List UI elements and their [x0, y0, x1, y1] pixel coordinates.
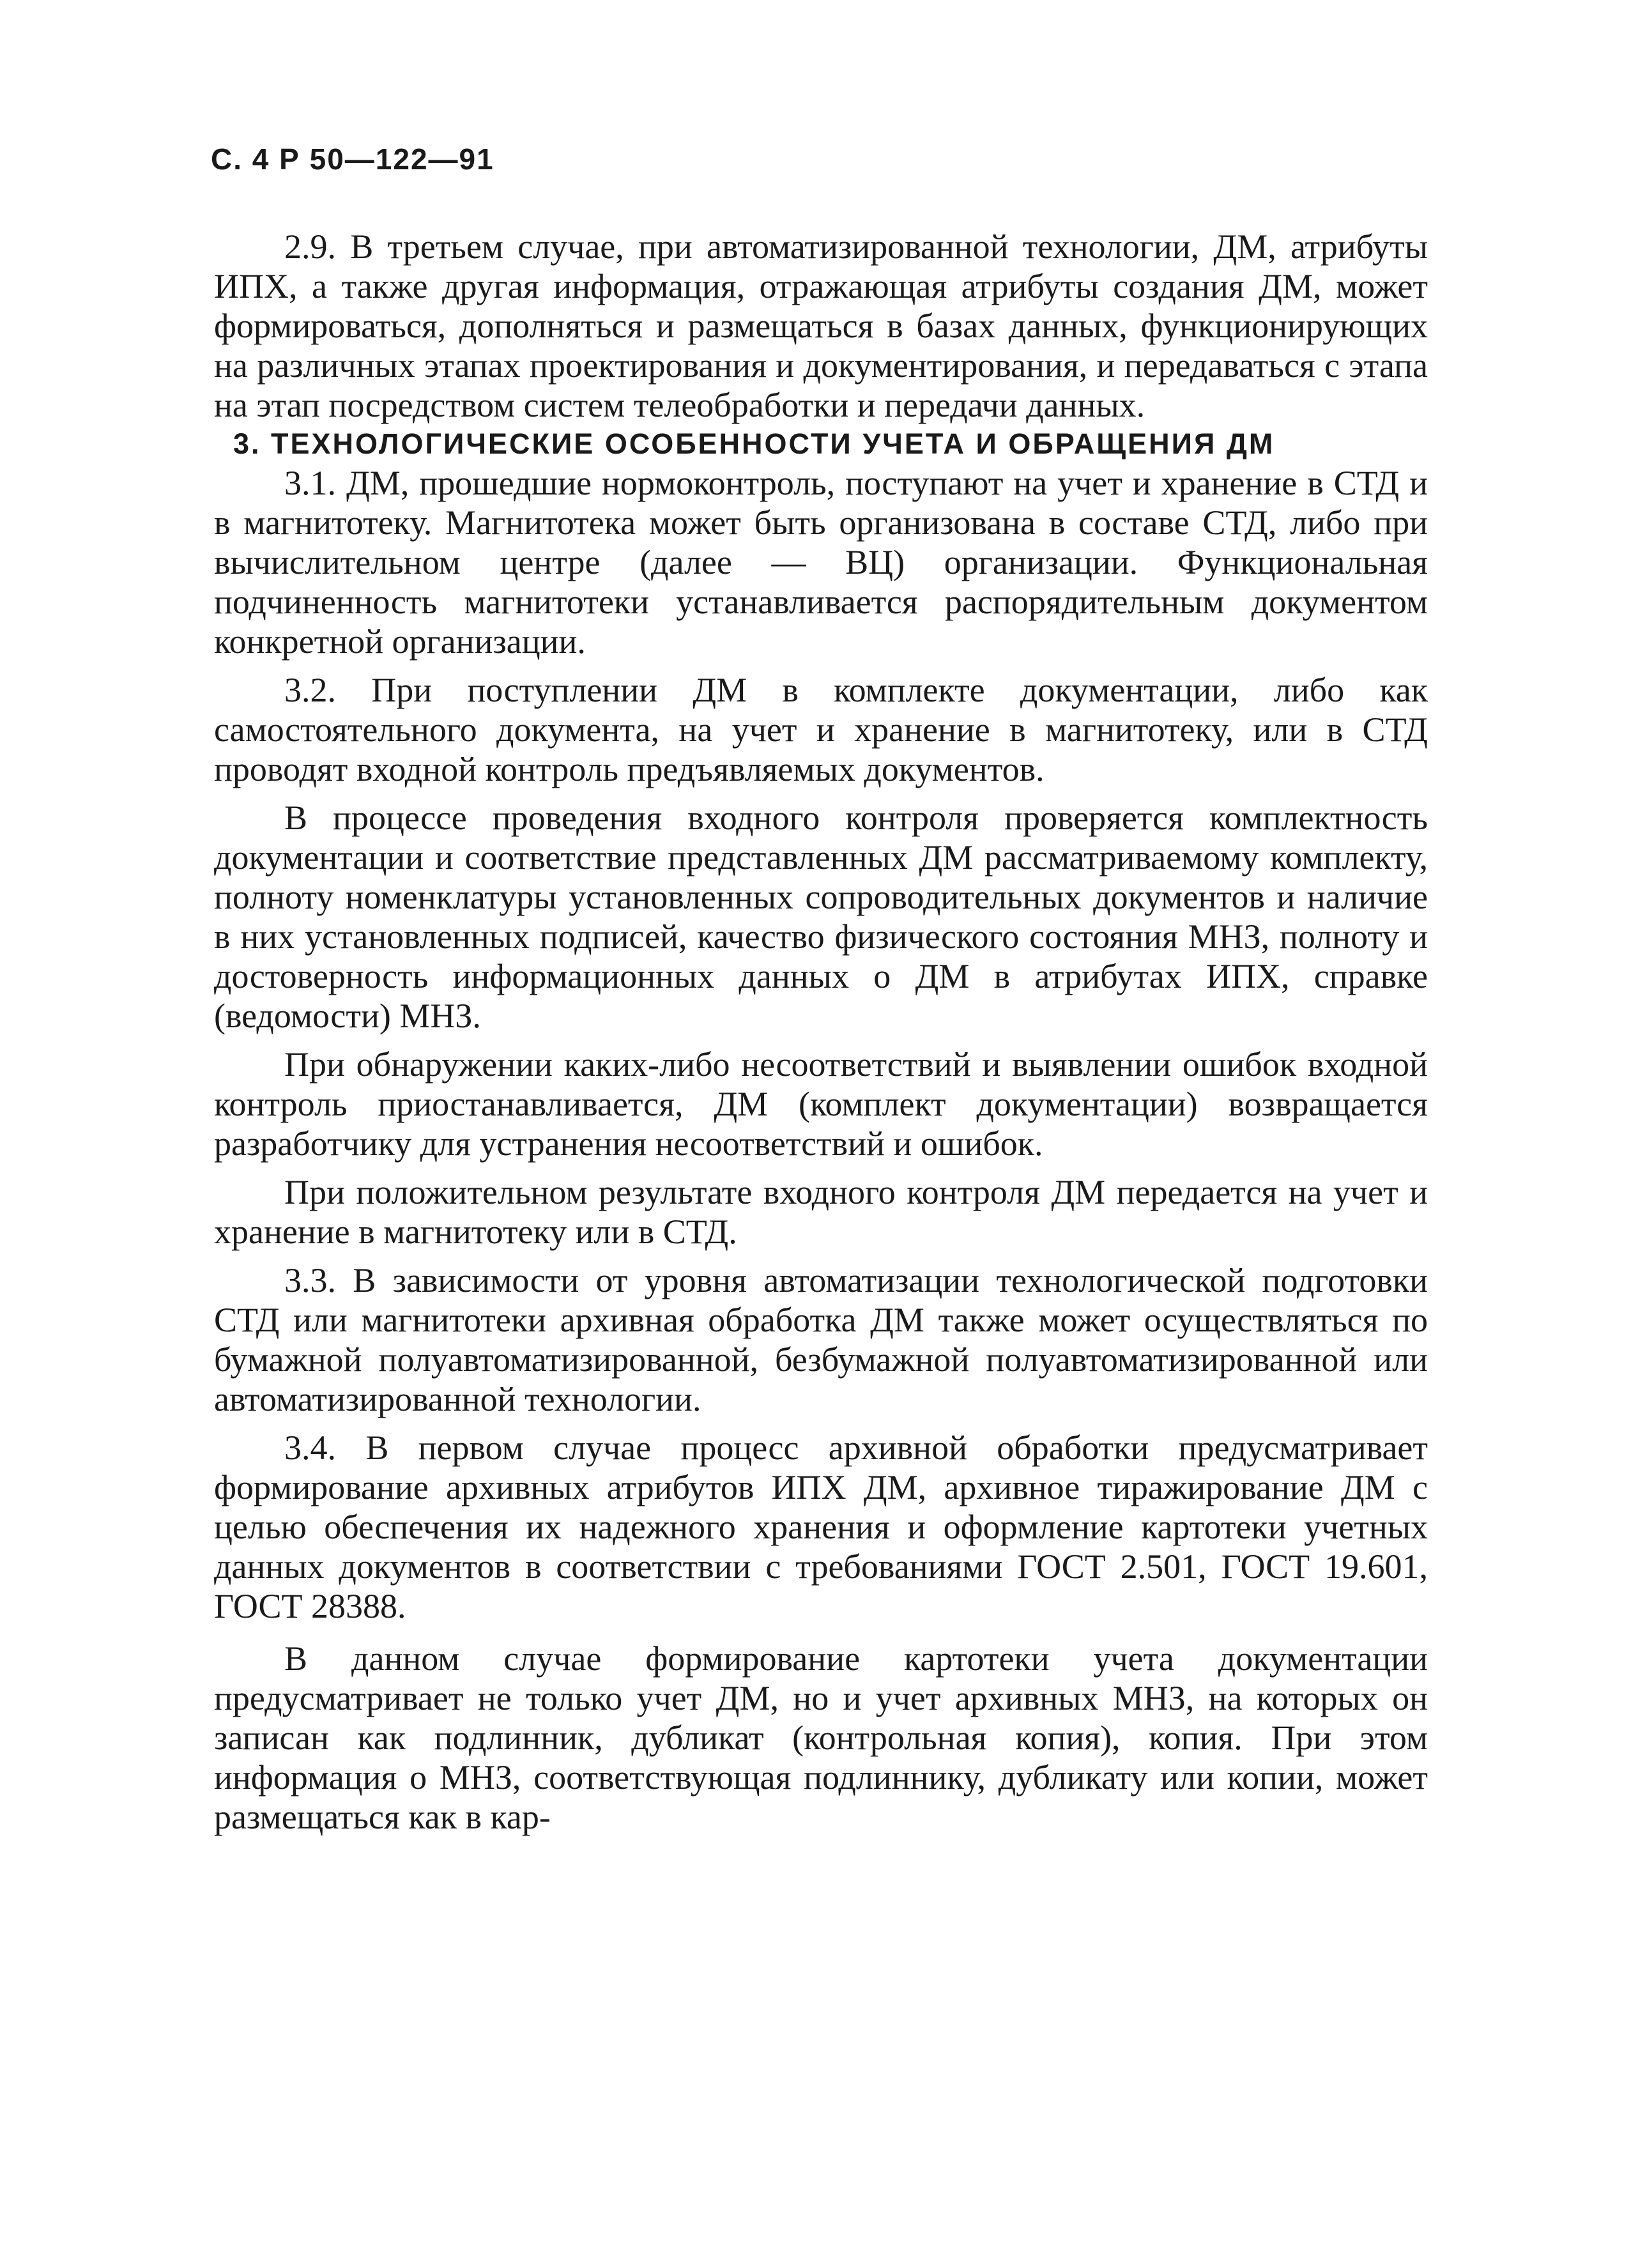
spacer	[214, 1163, 1428, 1172]
running-header: С. 4 Р 50—122—91	[211, 142, 494, 176]
paragraph-3-4: 3.4. В первом случае процесс архивной обработки предусматривает формирование архивных атрибутов ИПХ ДМ, архивное тиражирование ДМ с целью обеспечения их надежного хранения и оформление картотеки учетных данных документов в соответствии с требованиями ГОСТ 2.501, ГОСТ 19.601, ГОСТ 28388.	[214, 1429, 1428, 1625]
paragraph-3-1: 3.1. ДМ, прошедшие нормоконтроль, поступают на учет и хранение в СТД и в магнитотеку. Магнитотека может быть организована в составе СТД, либо при вычислительном центре (далее — ВЦ) организации. Функциональная подчиненность магнитотеки устанавливается распорядительным документом конкретной организации.	[214, 464, 1428, 661]
paragraph-3-2-input-control: В процессе проведения входного контроля проверяется комплектность документации и соответствие представленных ДМ рассматриваемому комплекту, полноту номенклатуры установленных сопроводительных документов и наличие в них установленных подписей, качество физического состояния МНЗ, полноту и достоверность информационных данных о ДМ в атрибутах ИПХ, справке (ведомости) МНЗ.	[214, 799, 1428, 1035]
paragraph-3-2: 3.2. При поступлении ДМ в комплекте документации, либо как самостоятельного документа, на учет и хранение в магнитотеку, или в СТД проводят входной контроль предъявляемых документов.	[214, 671, 1428, 788]
paragraph-3-4-card-index: В данном случае формирование картотеки учета документации предусматривает не только учет ДМ, но и учет архивных МНЗ, на которых он записан как подлинник, дубликат (контрольная копия), копия. При этом информация о МНЗ, соответствующая подлиннику, дубликату или копии, может размещаться как в кар-	[214, 1639, 1428, 1836]
spacer	[214, 1419, 1428, 1428]
section-3-heading: 3. ТЕХНОЛОГИЧЕСКИЕ ОСОБЕННОСТИ УЧЕТА И ОБРАЩЕНИЯ ДМ	[233, 427, 1275, 460]
paragraph-2-9: 2.9. В третьем случае, при автоматизированной технологии, ДМ, атрибуты ИПХ, а также другая информация, отражающая атрибуты создания ДМ, может формироваться, дополняться и размещаться в базах данных, функционирующих на различных этапах проектирования и документирования, и передаваться с этапа на этап посредством систем телеобработки и передачи данных.	[214, 227, 1428, 424]
paragraph-3-2-positive: При положительном результате входного контроля ДМ передается на учет и хранение в магнитотеку или в СТД.	[214, 1173, 1428, 1251]
document-body	[214, 227, 1428, 1837]
spacer	[214, 789, 1428, 798]
paragraph-3-3: 3.3. В зависимости от уровня автоматизации технологической подготовки СТД или магнитотеки архивная обработка ДМ также может осуществляться по бумажной полуавтоматизированной, безбумажной полуавтоматизированной или автоматизированной технологии.	[214, 1261, 1428, 1418]
paragraph-3-2-errors: При обнаружении каких-либо несоответствий и выявлении ошибок входной контроль приостанавливается, ДМ (комплект документации) возвращается разработчику для устранения несоответствий и ошибок.	[214, 1045, 1428, 1163]
spacer	[214, 1036, 1428, 1045]
spacer	[214, 661, 1428, 670]
spacer	[214, 1252, 1428, 1260]
spacer	[214, 1626, 1428, 1639]
